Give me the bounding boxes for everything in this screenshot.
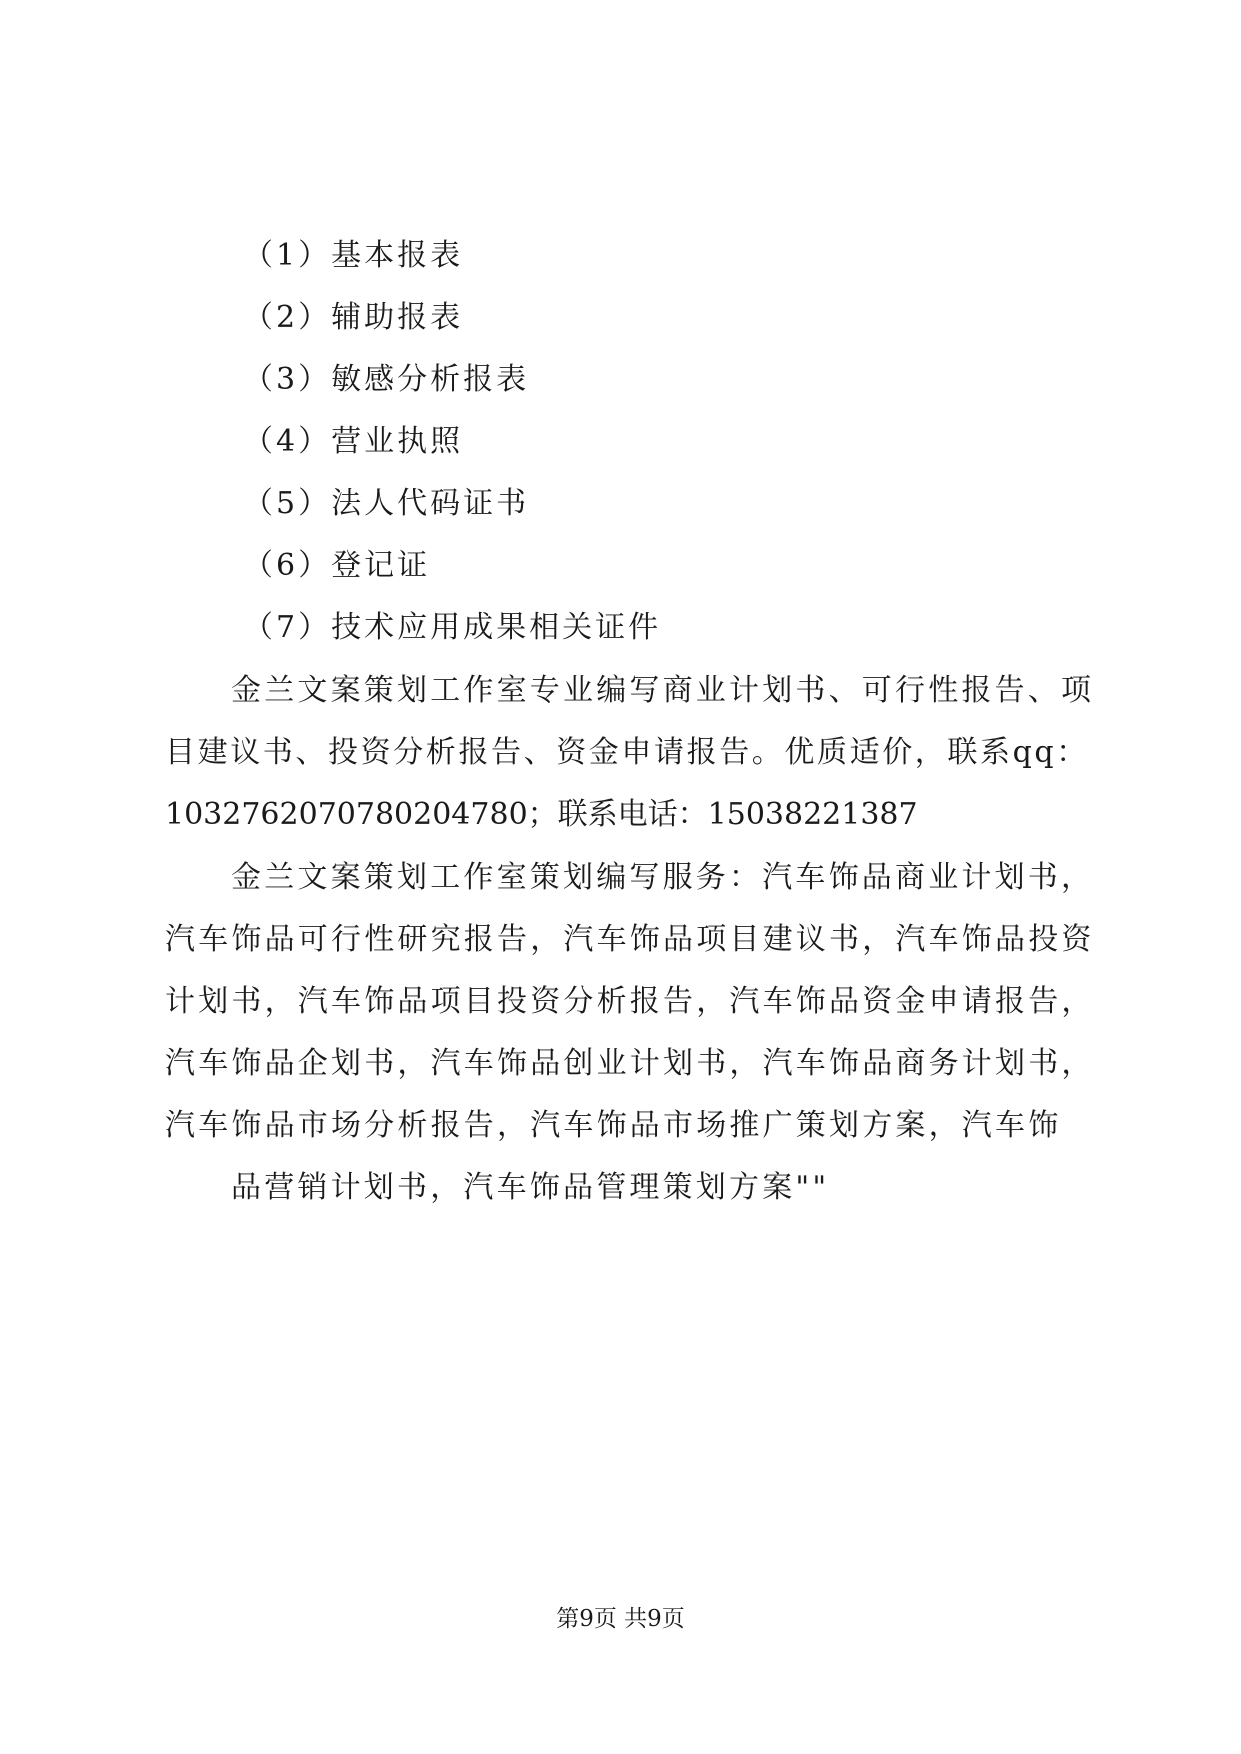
paragraph-1-line-1: 金兰文案策划工作室专业编写商业计划书、可行性报告、项 xyxy=(231,673,1095,708)
list-item-5: （5）法人代码证书 xyxy=(243,486,530,521)
paragraph-2-line-1: 金兰文案策划工作室策划编写服务：汽车饰品商业计划书， xyxy=(231,860,1095,895)
paragraph-3-line-1: 品营销计划书，汽车饰品管理策划方案"" xyxy=(231,1170,830,1205)
paragraph-2-line-5: 汽车饰品市场分析报告，汽车饰品市场推广策划方案，汽车饰 xyxy=(165,1108,1062,1143)
list-item-2: （2）辅助报表 xyxy=(243,300,464,335)
paragraph-2-line-4: 汽车饰品企划书，汽车饰品创业计划书，汽车饰品商务计划书， xyxy=(165,1046,1095,1081)
paragraph-1-line-2: 目建议书、投资分析报告、资金申请报告。优质适价，联系qq： xyxy=(165,735,1089,770)
paragraph-1-line-3: 103276207078020478​0；联系电话：15038221387 xyxy=(165,797,918,832)
list-item-7: （7）技术应用成果相关证件 xyxy=(243,610,662,645)
paragraph-2-line-3: 计划书，汽车饰品项目投资分析报告，汽车饰品资金申请报告， xyxy=(165,984,1095,1019)
paragraph-2-line-2: 汽车饰品可行性研究报告，汽车饰品项目建议书，汽车饰品投资 xyxy=(165,922,1095,957)
page-footer: 第9页 共9页 xyxy=(556,1606,685,1632)
list-item-6: （6）登记证 xyxy=(243,548,431,583)
list-item-1: （1）基本报表 xyxy=(243,238,464,273)
list-item-4: （4）营业执照 xyxy=(243,424,464,459)
list-item-3: （3）敏感分析报表 xyxy=(243,362,530,397)
